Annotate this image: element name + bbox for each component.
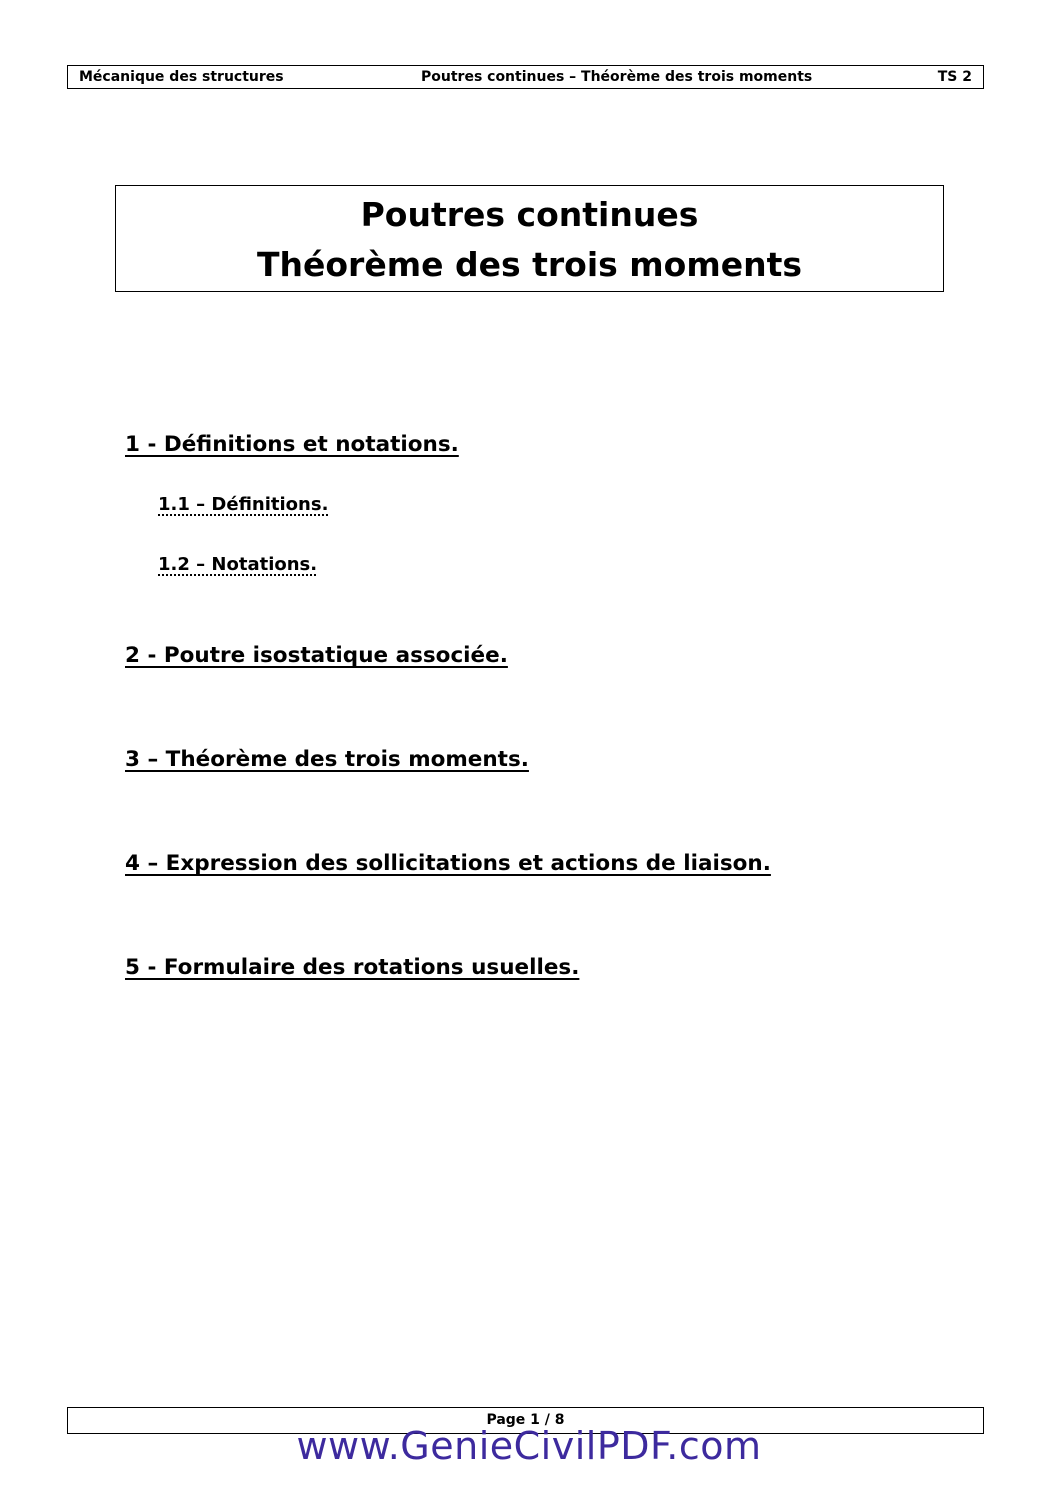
- toc-section-3-link[interactable]: 3 – Théorème des trois moments.: [125, 747, 529, 772]
- document-title-line-2: Théorème des trois moments: [257, 245, 802, 284]
- document-title-line-1: Poutres continues: [360, 195, 699, 234]
- toc-section-5-link[interactable]: 5 - Formulaire des rotations usuelles.: [125, 955, 580, 980]
- header-course-title: Mécanique des structures: [79, 69, 284, 85]
- toc-section-1-1-link[interactable]: 1.1 – Définitions.: [158, 494, 329, 515]
- toc-section-2-link[interactable]: 2 - Poutre isostatique associée.: [125, 643, 508, 668]
- toc-section-4-link[interactable]: 4 – Expression des sollicitations et actions de liaison.: [125, 851, 771, 876]
- watermark-url: www.GenieCivilPDF.com: [296, 1424, 762, 1468]
- page-number: Page 1 / 8: [486, 1412, 565, 1428]
- header-class-label: TS 2: [937, 69, 972, 85]
- document-title-box: [115, 185, 944, 292]
- toc-section-1-2-link[interactable]: 1.2 – Notations.: [158, 554, 318, 575]
- toc-section-1-link[interactable]: 1 - Définitions et notations.: [125, 432, 459, 457]
- header-chapter-title: Poutres continues – Théorème des trois moments: [421, 69, 813, 85]
- page-header: [67, 65, 984, 89]
